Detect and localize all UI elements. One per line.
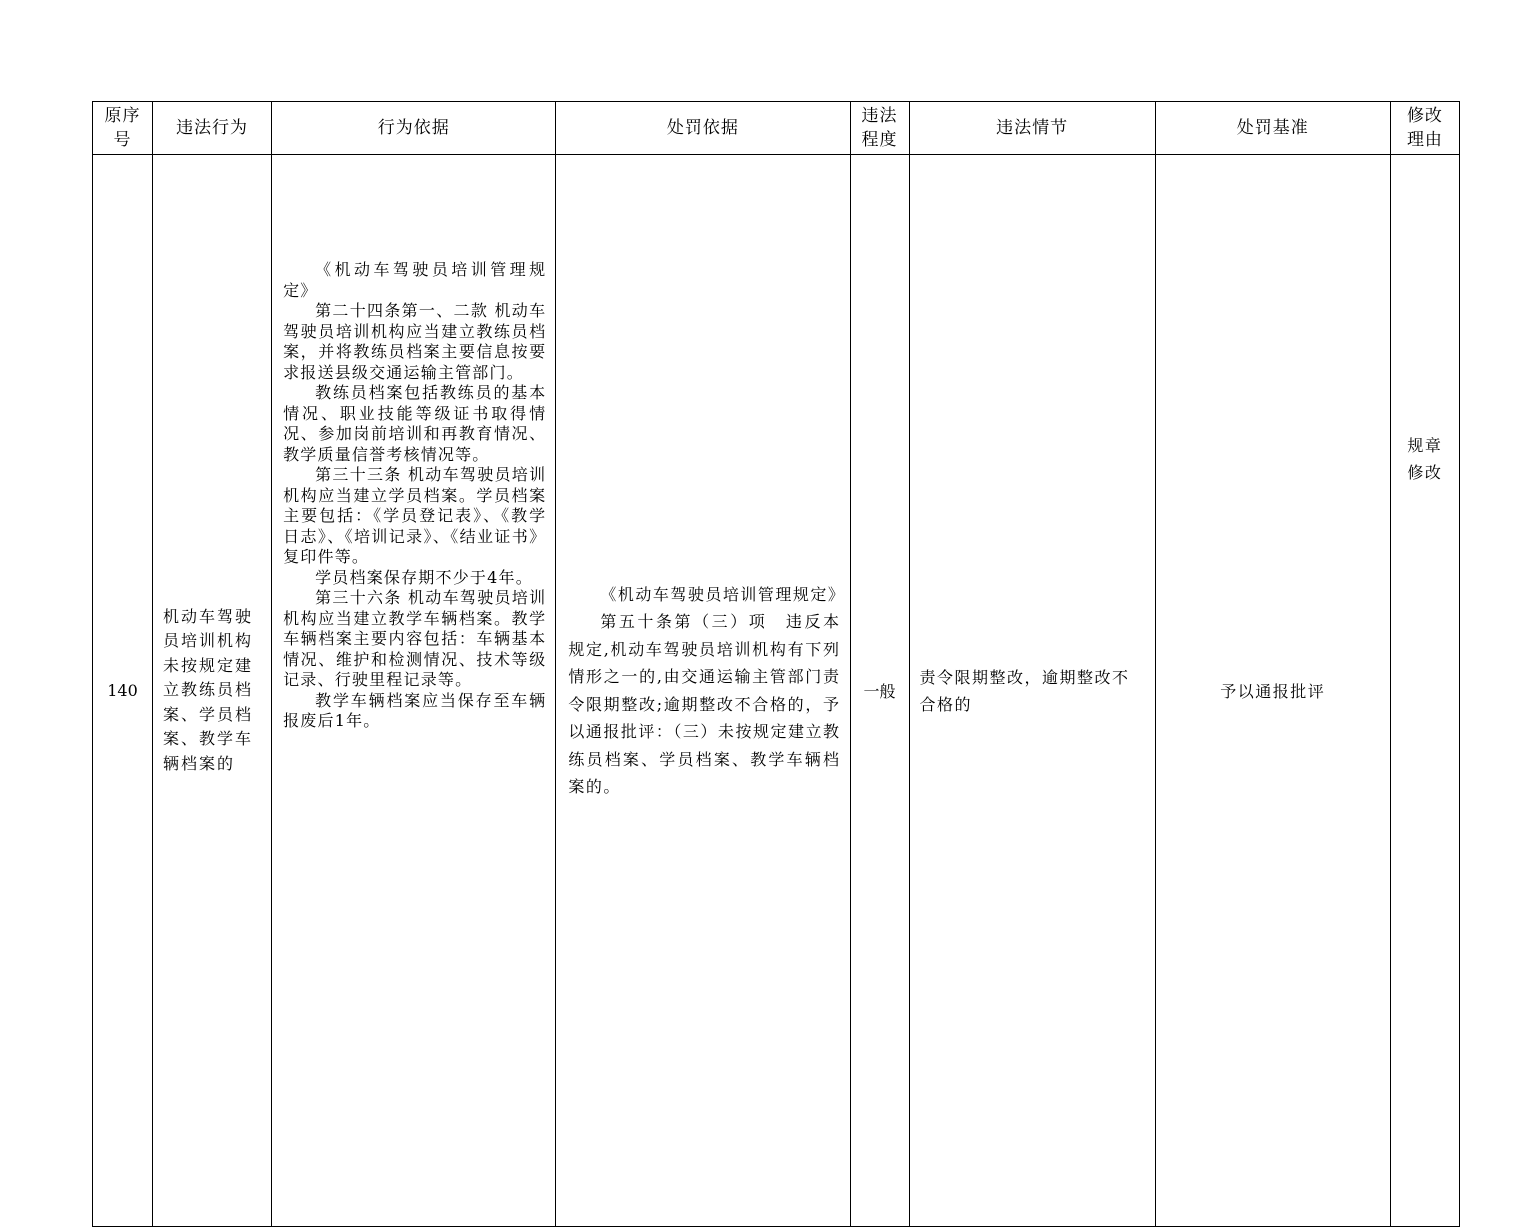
penalty-standard-table bbox=[92, 101, 1460, 1227]
basis-article-36-retention: 教学车辆档案应当保存至车辆报废后1年。 bbox=[283, 690, 547, 730]
basis-regulation-title: 《机动车驾驶员培训管理规定》 bbox=[283, 260, 547, 300]
basis-article-24-coach-file: 教练员档案包括教练员的基本情况、职业技能等级证书取得情况、参加岗前培训和再教育情况、教学质量信誉考核情况等。 bbox=[283, 383, 547, 464]
basis-article-33: 第三十三条 机动车驾驶员培训机构应当建立学员档案。学员档案主要包括：《学员登记表》、《教学日志》、《培训记录》、《结业证书》复印件等。 bbox=[283, 465, 547, 566]
basis-article-24: 第二十四条第一、二款 机动车驾驶员培训机构应当建立教练员档案，并将教练员档案主要信息按要求报送县级交通运输主管部门。 bbox=[283, 301, 547, 382]
row-act-basis bbox=[272, 155, 556, 1227]
header-act-basis: 行为依据 bbox=[272, 102, 556, 155]
row-violation-circumstance: 责令限期整改，逾期整改不合格的 bbox=[909, 155, 1155, 1227]
penalty-regulation-title: 《机动车驾驶员培训管理规定》 bbox=[600, 584, 846, 604]
header-penalty-basis: 处罚依据 bbox=[556, 102, 850, 155]
row-violation-degree: 一般 bbox=[850, 155, 909, 1227]
basis-article-36: 第三十六条 机动车驾驶员培训机构应当建立教学车辆档案。教学车辆档案主要内容包括：车辆基本情况、维护和检测情况、技术等级记录、行驶里程记录等。 bbox=[283, 588, 547, 689]
header-violation-degree: 违法程度 bbox=[850, 102, 909, 155]
table-header-row bbox=[93, 102, 1460, 155]
penalty-article-50: 第五十条第（三）项 违反本规定,机动车驾驶员培训机构有下列情形之一的,由交通运输主管部门责令限期整改;逾期整改不合格的，予以通报批评：（三）未按规定建立教练员档案、学员档案、教学车辆档案的。 bbox=[568, 612, 841, 796]
header-original-no: 原序号 bbox=[93, 102, 153, 155]
row-revision-reason: 规章修改 bbox=[1390, 155, 1459, 1227]
header-violation-circumstance: 违法情节 bbox=[909, 102, 1155, 155]
row-penalty-standard: 予以通报批评 bbox=[1155, 155, 1390, 1227]
header-penalty-standard: 处罚基准 bbox=[1155, 102, 1390, 155]
header-revision-reason: 修改理由 bbox=[1390, 102, 1459, 155]
basis-article-33-retention: 学员档案保存期不少于4年。 bbox=[315, 567, 533, 587]
header-violation-act: 违法行为 bbox=[153, 102, 272, 155]
table-row bbox=[93, 155, 1460, 1227]
row-violation-act: 机动车驾驶员培训机构未按规定建立教练员档案、学员档案、教学车辆档案的 bbox=[153, 155, 272, 1227]
row-penalty-basis bbox=[556, 155, 850, 1227]
row-original-no: 140 bbox=[93, 155, 153, 1227]
